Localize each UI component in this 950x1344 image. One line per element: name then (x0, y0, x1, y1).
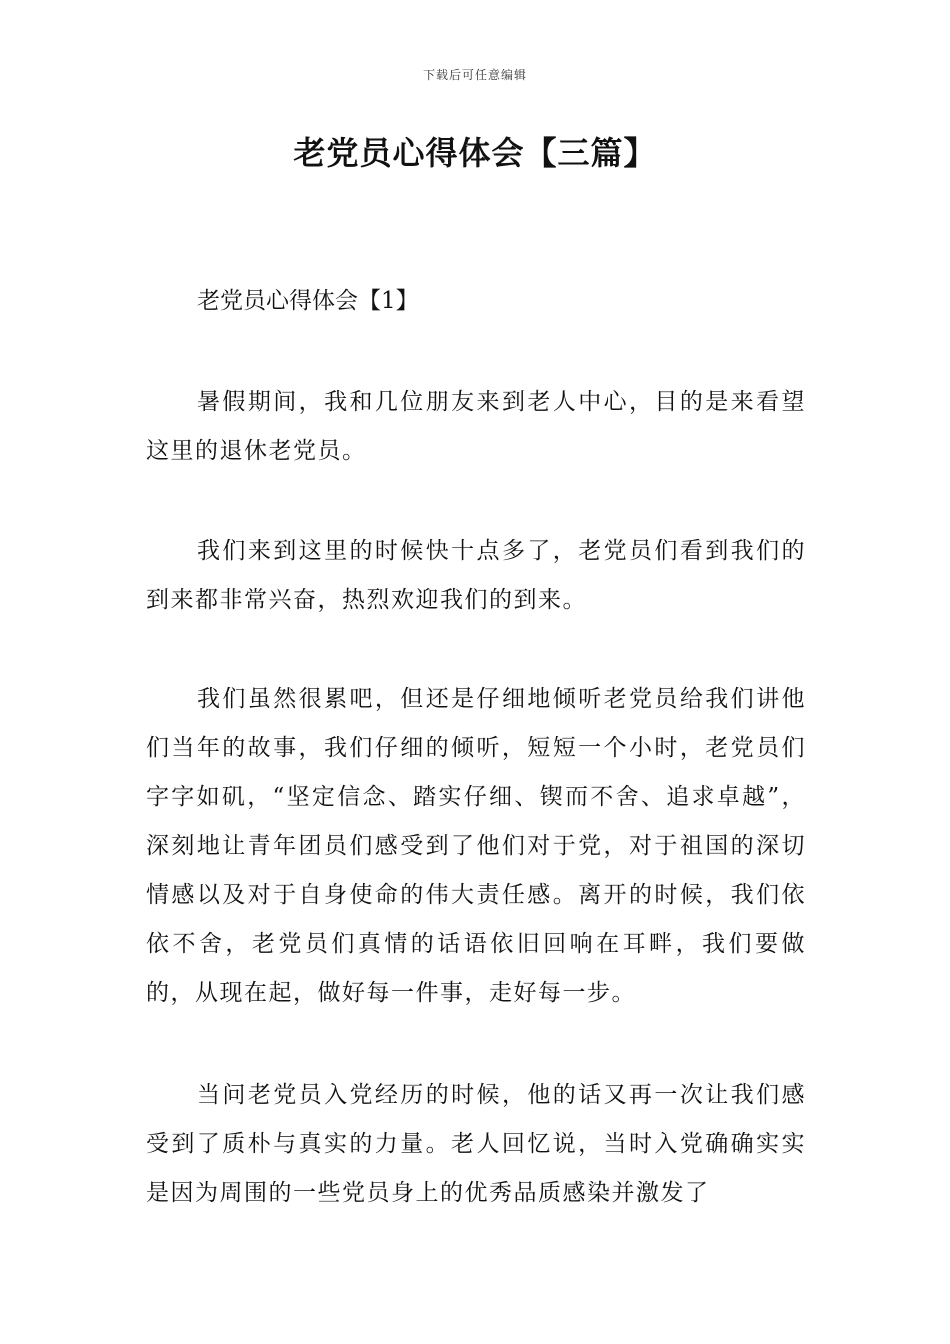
paragraph: 我们来到这里的时候快十点多了，老党员们看到我们的到来都非常兴奋，热烈欢迎我们的到来。 (146, 538, 806, 613)
page-header-note: 下载后可任意编辑 (422, 68, 527, 82)
paragraph: 当问老党员入党经历的时候，他的话又再一次让我们感受到了质朴与真实的力量。老人回忆说，当时入党确确实实是因为周围的一些党员身上的优秀品质感染并激发了 (146, 1082, 806, 1206)
paragraph: 我们虽然很累吧，但还是仔细地倾听老党员给我们讲他们当年的故事，我们仔细的倾听，短短一个小时，老党员们字字如矶，“坚定信念、踏实仔细、锲而不舍、追求卓越”，深刻地让青年团员们感受到了他们对于党，对于祖国的深切情感以及对于自身使命的伟大责任感。离开的时候，我们依依不舍，老党员们真情的话语依旧回响在耳畔，我们要做的，从现在起，做好每一件事，走好每一步。 (146, 686, 806, 1006)
document-title: 老党员心得体会【三篇】 (293, 134, 657, 172)
paragraph: 暑假期间，我和几位朋友来到老人中心，目的是来看望这里的退休老党员。 (146, 389, 806, 464)
section-heading: 老党员心得体会【1】 (197, 288, 419, 314)
